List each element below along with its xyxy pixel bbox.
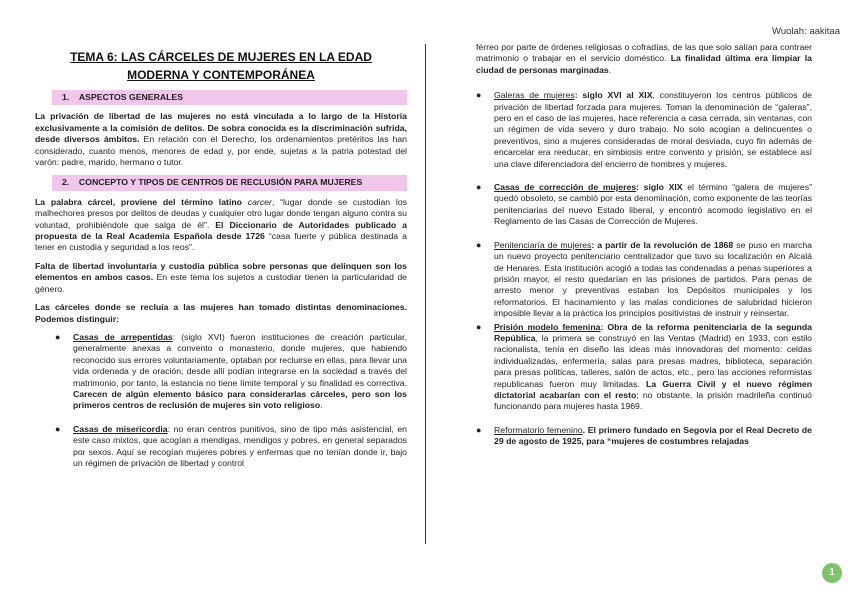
item-name: Penitenciaría de mujeres	[494, 239, 592, 250]
paragraph-elements	[35, 261, 407, 295]
item-name: Casas de corrección de mujeres	[494, 182, 637, 193]
paragraph-intro	[35, 111, 407, 168]
bullet-icon: ●	[476, 90, 482, 101]
bold-text: La finalidad última era limpiar la ciudad de personas marginadas	[476, 53, 813, 75]
bullet-icon: ●	[476, 424, 482, 435]
section-label: ASPECTOS GENERALES	[78, 92, 184, 102]
section-heading-2	[52, 175, 407, 190]
text: En este tema los sujetos a custodiar tienen la particularidad de género.	[35, 272, 407, 294]
text: .	[320, 400, 323, 411]
bold-text: : siglo XIX	[636, 182, 683, 193]
bullet-icon: ●	[55, 331, 61, 342]
text: , “lugar donde se custodian los malhechores presos por delitos de deudas y cualquier otro lugar donde tengan alguno contra su voluntad, prohibiéndole que salga de él”.	[35, 196, 407, 230]
bold-text: La privación de libertad de las mujeres no está vinculada a lo largo de la Historia exclusivamente a la comisión de delitos. De sobra conocida es la discriminación sufrida, desde diversos ámbitos.	[35, 111, 407, 145]
paragraph-continuation	[476, 42, 812, 76]
text: se puso en marcha un nuevo proyecto penitenciario centralizador que tuvo su localización en Alcalá de Henares. Esta institución acogió a todas las condenadas a penas superiores a prisión mayor, el resto quedarían en las prisiones de partidos. Para penas de arresto menor y preventivas estaban los Depósitos municipales y los reformatorios. El hacinamiento y las malas condiciones de salubridad hicieron imposible llevar a la práctica los principios positivistas de instruir y reinsertar.	[494, 239, 812, 319]
list-item	[476, 182, 812, 228]
text: ; no obstante, la prisión madrileña continuó funcionando para mujeres hasta 1969.	[494, 389, 812, 412]
text: férreo por parte de órdenes religiosas o cofradías, de las que solo salían para contraer matrimonio o trabajar en el servicio doméstico.	[476, 42, 812, 64]
bullet-icon: ●	[476, 321, 482, 332]
bold-text: : Obra de la reforma penitenciaria de la segunda República	[494, 321, 812, 343]
bullet-icon: ●	[476, 239, 482, 250]
text: .	[608, 64, 612, 75]
title-line-2: MODERNA Y CONTEMPORÁNEA	[127, 68, 315, 82]
item-name: Casas de misericordia	[73, 423, 168, 434]
section-heading-1	[52, 90, 407, 105]
item-name: Casas de arrepentidas	[73, 331, 173, 342]
bold-text: La Guerra Civil y el nuevo régimen dictatorial acabarían con el resto	[494, 378, 812, 400]
item-name: Galeras de mujeres	[494, 90, 575, 101]
section-number: 2.	[62, 177, 70, 188]
text: “casa fuerte y pública destinada a tener en custodia y seguridad a los reos”.	[35, 231, 407, 253]
list-item	[476, 322, 812, 413]
page-number-badge: 1	[822, 563, 842, 583]
left-column	[35, 44, 407, 481]
page-title	[35, 48, 407, 84]
bold-text: El Diccionario de Autoridades publicado a propuesta de la Real Academia Española desde 1726	[35, 219, 407, 242]
list-item	[55, 332, 407, 412]
list-item	[476, 425, 812, 448]
bold-text: Falta de libertad involuntaria y custodia pública sobre personas que delinquen son los elementos en ambos casos.	[35, 260, 407, 283]
paragraph-carcel-definition	[35, 197, 407, 254]
paragraph-denominations: Las cárceles donde se recluía a las mujeres han tomado distintas denominaciones. Podemos distinguir:	[35, 302, 407, 324]
bullet-icon: ●	[476, 182, 482, 193]
list-item	[55, 424, 407, 470]
text: , la primera se construyó en las Ventas (Madrid) en 1933, con estilo racionalista, tenía en diseño las ideas más innovadoras del momento: celdas individualizadas, enfermería, salas para presas madres, biblioteca, separación para presas políticas, talleres, salón de actos, etc., pero las acciones reformistas republicanas fueron muy limitadas.	[494, 332, 812, 389]
bold-text: La palabra cárcel, proviene del término latino	[35, 196, 248, 207]
right-column	[476, 42, 812, 460]
text: : (siglo XVI) fueron instituciones de creación particular, generalmente anexas a convento o monasterio, donde mujeres, que habiendo reconocido sus errores voluntariamente, optaban por recluirse en ellas, para llevar una vida ordenada y de oración, desde allí podían integrarse en la sociedad a través del matrimonio, por tanto, la estancia no tiene límite temporal y su finalidad es correctiva.	[73, 331, 407, 388]
bold-text: : a partir de la revolución de 1868	[591, 239, 734, 250]
bold-text: Carecen de algún elemento básico para considerarlas cárceles, pero son los primeros centros de reclusión de mujeres sin voto religioso	[73, 388, 407, 411]
bold-text: . El primero fundado en Segovia por el Real Decreto de 29 de agosto de 1925, para “mujeres de costumbres relajadas	[494, 424, 812, 447]
text: : no eran centros punitivos, sino de tipo más asistencial, en este caso mixtos, que acogían a mendigas, mendigos y pobres, en general separados por sexos. Aquí se recogían mujeres pobres y enfermas que no tenían donde ir, bajo un régimen de privación de libertad y control	[73, 423, 408, 468]
italic-term: carcer	[247, 196, 272, 207]
section-number: 1.	[62, 92, 70, 102]
item-name: Prisión modelo femenina	[494, 321, 601, 332]
text: el término “galera de mujeres” quedó obsoleto, se cambió por esta denominación, como exponente de las teorías penitenciarias del nuevo Estado liberal, y encontró acomodo legislativo en el Reglamento de las Casas de Corrección de Mujeres.	[494, 182, 812, 227]
list-item	[476, 240, 812, 320]
prison-types-list-continued	[476, 90, 812, 447]
bold-text: : siglo XVI al XIX	[574, 90, 653, 101]
list-item	[476, 90, 812, 170]
prison-types-list	[35, 332, 407, 469]
text: En relación con el Derecho, los ordenamientos pretéritos las han considerado, cuanto menos, menores de edad y, por ende, sujetas a la patria potestad del varón: padre, marido, hermano o tutor.	[35, 134, 407, 168]
text: , constituyeron los centros públicos de privación de libertad forzada para mujeres. Toman la denominación de “galeras”, pero en el caso de las mujeres, hace referencia a casa cerrada, sin ventanas, con un régimen de vida severo y duro trabajo. No solo acogían a delincuentes o preventivos, sino a mujeres consideradas de moral desviada, cuyo fin además de encarcelar era reeducar, en simbiosis entre convento y prisión, se establece así una clave diferenciadora del encierro de hombres y mujeres.	[494, 90, 812, 169]
section-label: CONCEPTO Y TIPOS DE CENTROS DE RECLUSIÓN PARA MUJERES	[78, 177, 363, 188]
bullet-icon: ●	[55, 423, 61, 434]
title-line-1: TEMA 6: LAS CÁRCELES DE MUJERES EN LA EDAD	[70, 50, 372, 64]
item-name: Reformatorio femenino	[494, 424, 583, 435]
column-divider	[425, 44, 426, 544]
watermark: Wuolah: aakitaa	[772, 26, 840, 37]
